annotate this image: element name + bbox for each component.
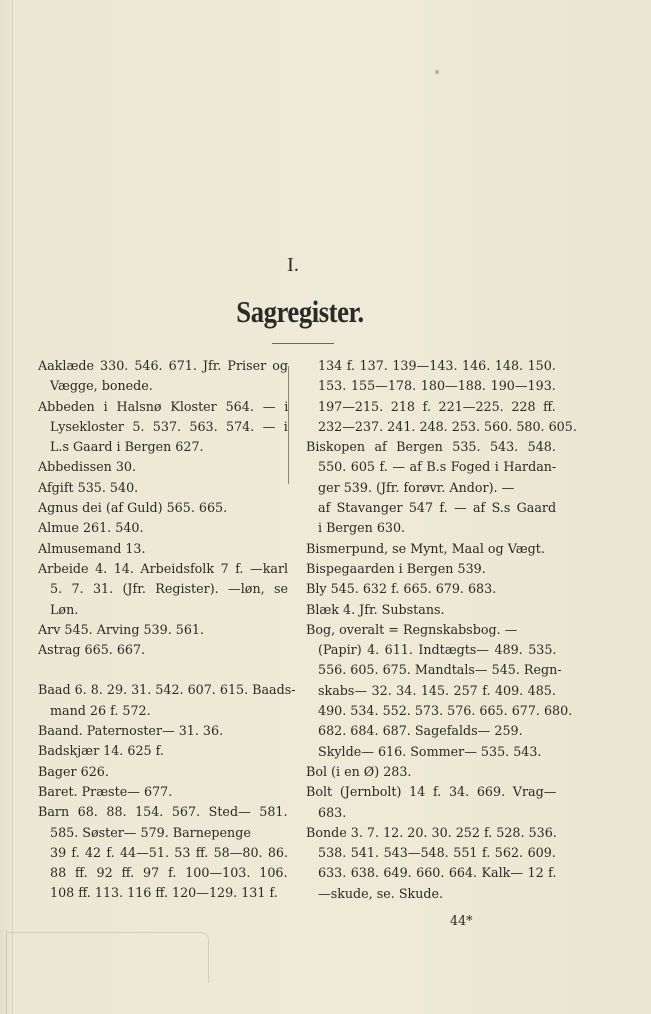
entry-line: 585. Søster— 579. Barnepenge (50, 824, 251, 840)
register-entry (38, 802, 288, 903)
register-entry (38, 498, 288, 518)
entry-line: Bismerpund, se Mynt, Maal og Vægt. (306, 540, 545, 556)
entry-line: Blæk 4. Jfr. Substans. (306, 601, 445, 617)
register-entry (38, 356, 288, 397)
entry-line: 490. 534. 552. 573. 576. 665. 677. 680. (318, 703, 573, 719)
entry-line: Baret. Præste— 677. (38, 783, 173, 799)
register-entry (38, 721, 288, 741)
entry-line: Bispegaarden i Bergen 539. (306, 560, 486, 576)
right-column (306, 356, 577, 904)
entry-line: (Papir) 4. 611. Indtægts— 489. 535. (318, 642, 557, 658)
entry-line: Bol (i en Ø) 283. (306, 763, 412, 779)
entry-line: Almue 261. 540. (38, 520, 144, 536)
entry-line: mand 26 f. 572. (50, 702, 151, 718)
register-entry (38, 620, 288, 640)
entry-line: Baand. Paternoster— 31. 36. (38, 723, 224, 739)
entry-line: 232—237. 241. 248. 253. 560. 580. 605. (318, 418, 577, 434)
section-number: I. (287, 254, 299, 276)
entry-line: Skylde— 616. Sommer— 535. 543. (318, 743, 542, 759)
entry-line: 39 f. 42 f. 44—51. 53 ff. 58—80. 86. (50, 844, 289, 860)
register-entry (306, 559, 556, 579)
entry-line: 682. 684. 687. Sagefalds— 259. (318, 723, 523, 739)
entry-line: 88 ff. 92 ff. 97 f. 100—103. 106. (50, 865, 288, 881)
entry-line: Lysekloster 5. 537. 563. 574. — i (50, 418, 288, 434)
entry-line: 556. 605. 675. Mandtals— 545. Regn- (318, 662, 562, 678)
section-title: Sagregister. (236, 294, 364, 329)
register-entry (38, 741, 288, 761)
register-entry (306, 539, 556, 559)
entry-line: L.s Gaard i Bergen 627. (50, 439, 204, 455)
register-entry (38, 782, 288, 802)
entry-line: Bly 545. 632 f. 665. 679. 683. (306, 581, 497, 597)
left-column (38, 356, 296, 904)
entry-line: skabs— 32. 34. 145. 257 f. 409. 485. (318, 682, 556, 698)
entry-line: Bonde 3. 7. 12. 20. 30. 252 f. 528. 536. (306, 824, 557, 840)
register-entry (306, 579, 556, 599)
register-entry (38, 559, 288, 620)
entry-line: 550. 605 f. — af B.s Foged i Hardan- (318, 459, 557, 475)
entry-line: Vægge, bonede. (50, 378, 153, 394)
register-entry (306, 600, 556, 620)
register-entry (306, 782, 556, 823)
entry-line: Almusemand 13. (38, 540, 146, 556)
entry-line: 108 ff. 113. 116 ff. 120—129. 131 f. (50, 885, 278, 901)
entry-line: Abbedissen 30. (38, 459, 137, 475)
entry-line: Bog, overalt = Regnskabsbog. — (306, 621, 518, 637)
entry-line: 153. 155—178. 180—188. 190—193. (318, 378, 556, 394)
register-entry (38, 762, 288, 782)
signature-mark: 44* (450, 913, 473, 928)
entry-line: Bolt (Jernbolt) 14 f. 34. 669. Vrag— (306, 784, 557, 800)
register-entry (38, 640, 288, 660)
entry-line: Barn 68. 88. 154. 567. Sted— 581. (38, 804, 288, 820)
entry-line: Løn. (50, 601, 79, 617)
entry-line: —skude, se. Skude. (318, 885, 444, 901)
entry-line: Aaklæde 330. 546. 671. Jfr. Priser og (38, 358, 288, 373)
entry-line: Agnus dei (af Guld) 565. 665. (38, 500, 228, 516)
entry-line: Arbeide 4. 14. Arbeidsfolk 7 f. —karl (38, 560, 289, 576)
register-entry (38, 680, 296, 721)
register-entry (38, 539, 288, 559)
entry-line: 633. 638. 649. 660. 664. Kalk— 12 f. (318, 865, 557, 881)
register-entry (306, 762, 556, 782)
entry-line: 538. 541. 543—548. 551 f. 562. 609. (318, 845, 556, 861)
entry-line: 5. 7. 31. (Jfr. Register). —løn, se (50, 581, 289, 597)
entry-line: Afgift 535. 540. (38, 479, 139, 495)
register-entry (38, 457, 288, 477)
entry-gap (38, 660, 288, 680)
entry-line: Baad 6. 8. 29. 31. 542. 607. 615. Baads- (38, 682, 296, 698)
entry-line: ger 539. (Jfr. forøvr. Andor). — (318, 479, 515, 495)
entry-line: 134 f. 137. 139—143. 146. 148. 150. (318, 358, 556, 373)
entry-line: 683. (318, 804, 347, 820)
entry-line: Astrag 665. 667. (38, 642, 146, 658)
page-fold-mark (8, 932, 209, 983)
entry-line: i Bergen 630. (318, 520, 406, 536)
register-entry (306, 620, 573, 762)
register-entry (38, 478, 288, 498)
entry-line: Abbeden i Halsnø Kloster 564. — i (38, 398, 289, 414)
register-entry (38, 518, 288, 538)
register-entry (306, 356, 577, 437)
title-rule (272, 343, 334, 344)
binding-edge-line (12, 0, 13, 1014)
register-entry (306, 823, 556, 904)
entry-line: Biskopen af Bergen 535. 543. 548. (306, 439, 556, 455)
entry-line: Arv 545. Arving 539. 561. (38, 621, 205, 637)
column-rule (288, 366, 289, 484)
binding-edge-line-lower (6, 930, 7, 1014)
ink-spot (435, 70, 439, 74)
entry-line: Badskjær 14. 625 f. (38, 743, 164, 759)
register-entry (38, 397, 288, 458)
entry-line: Bager 626. (38, 763, 109, 779)
entry-line: af Stavanger 547 f. — af S.s Gaard (318, 500, 557, 516)
register-entry (306, 437, 556, 538)
entry-line: 197—215. 218 f. 221—225. 228 ff. (318, 398, 556, 414)
